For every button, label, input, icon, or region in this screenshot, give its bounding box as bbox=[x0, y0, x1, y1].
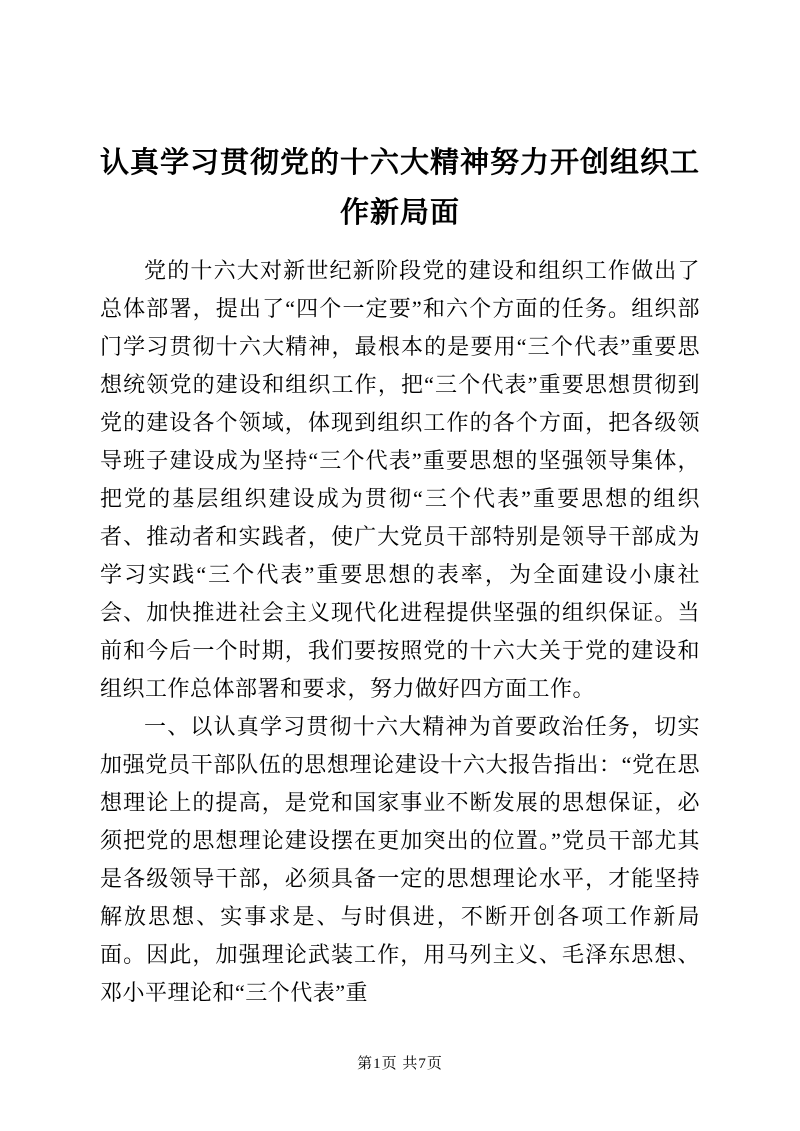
document-title: 认真学习贯彻党的十六大精神努力开创组织工作新局面 bbox=[100, 147, 701, 229]
paragraph-section-one: 一、以认真学习贯彻十六大精神为首要政治任务，切实加强党员干部队伍的思想理论建设十六大报告指出：“党在思想理论上的提高，是党和国家事业不断发展的思想保证，必须把党的思想理论建设摆在更加突出的位置。”党员干部尤其是各级领导干部，必须具备一定的思想理论水平，才能坚持解放思想、实事求是、与时俱进，不断开创各项工作新局面。因此，加强理论武装工作，用马列主义、毛泽东思想、邓小平理论和“三个代表”重 bbox=[100, 714, 700, 1005]
paragraph-intro: 党的十六大对新世纪新阶段党的建设和组织工作做出了总体部署，提出了“四个一定要”和六个方面的任务。组织部门学习贯彻十六大精神，最根本的是要用“三个代表”重要思想统领党的建设和组织工作，把“三个代表”重要思想贯彻到党的建设各个领域，体现到组织工作的各个方面，把各级领导班子建设成为坚持“三个代表”重要思想的坚强领导集体，把党的基层组织建设成为贯彻“三个代表”重要思想的组织者、推动者和实践者，使广大党员干部特别是领导干部成为学习实践“三个代表”重要思想的表率，为全面建设小康社会、加快推进社会主义现代化进程提供坚强的组织保证。当前和今后一个时期，我们要按照党的十六大关于党的建设和组织工作总体部署和要求，努力做好四方面工作。 bbox=[100, 258, 700, 701]
page-number-footer: 第1页 共7页 bbox=[357, 1056, 443, 1072]
